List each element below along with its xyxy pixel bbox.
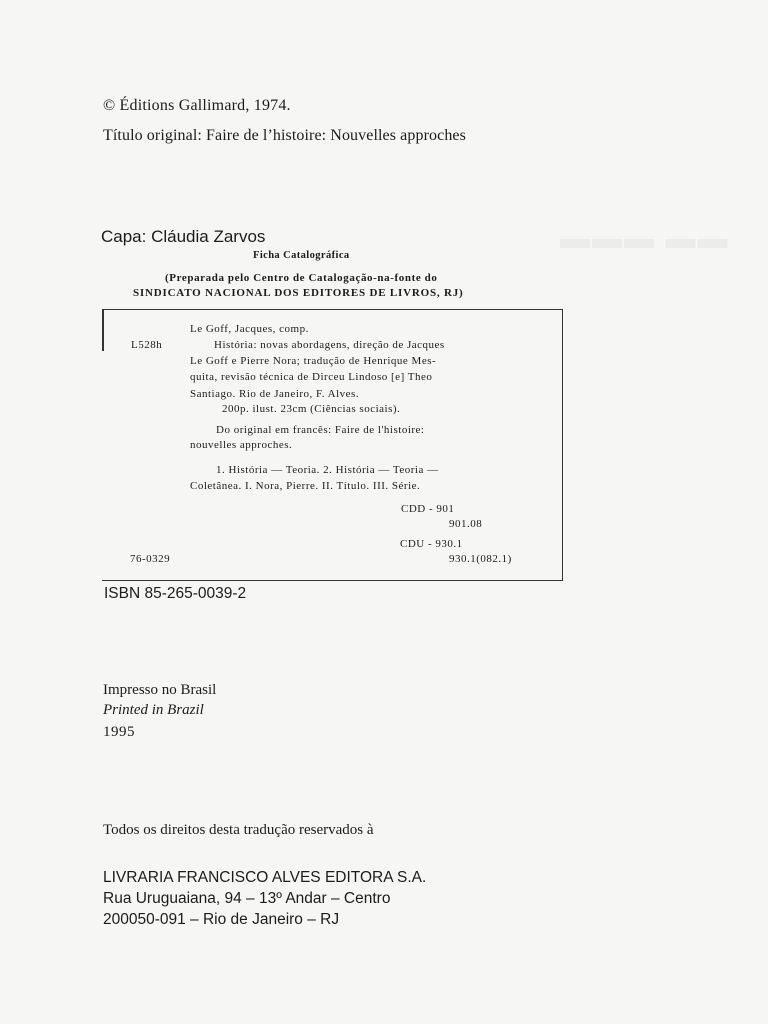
rights-notice: Todos os direitos desta tradução reservados à (103, 822, 374, 838)
catalog-entry-line: Le Goff, Jacques, comp. (190, 323, 309, 335)
catalog-cdd-code: CDD - 901 (401, 503, 455, 515)
publisher-address: Rua Uruguaiana, 94 – 13º Andar – Centro (103, 890, 391, 907)
catalog-cdu-code-secondary: 930.1(082.1) (449, 553, 512, 565)
show-through-decoration: ▬▬▬ ▬▬ (560, 222, 730, 255)
publisher-name: LIVRARIA FRANCISCO ALVES EDITORA S.A. (103, 869, 427, 886)
catalog-entry-line: 1. História — Teoria. 2. História — Teoria — (216, 464, 439, 476)
catalog-card-left-mark (102, 309, 104, 351)
catalog-entry-line: 200p. ilust. 23cm (Ciências sociais). (222, 403, 401, 415)
original-title: Título original: Faire de l’histoire: Nouvelles approches (103, 127, 466, 144)
printed-in-portuguese: Impresso no Brasil (103, 682, 217, 698)
catalog-cdu-code: CDU - 930.1 (400, 538, 463, 550)
catalog-call-number: L528h (131, 339, 163, 351)
catalog-entry-line: quita, revisão técnica de Dirceu Lindoso [e] Theo (190, 371, 433, 383)
catalog-control-number: 76-0329 (130, 553, 171, 565)
catalog-entry-line: História: novas abordagens, direção de Jacques (214, 339, 445, 351)
catalog-heading: Ficha Catalográfica (253, 250, 350, 261)
publisher-city: 200050-091 – Rio de Janeiro – RJ (103, 911, 340, 928)
printed-in-english: Printed in Brazil (103, 702, 204, 718)
cover-credit: Capa: Cláudia Zarvos (101, 227, 266, 246)
copyright-notice: © Éditions Gallimard, 1974. (103, 97, 291, 114)
catalog-prepared-by-line-1: (Preparada pelo Centro de Catalogação-na-fonte do (165, 272, 438, 284)
catalog-entry-line: nouvelles approches. (190, 439, 293, 451)
catalog-entry-line: Coletânea. I. Nora, Pierre. II. Título. III. Série. (190, 480, 421, 492)
catalog-entry-line: Le Goff e Pierre Nora; tradução de Henrique Mes- (190, 355, 437, 367)
catalog-cdd-code-secondary: 901.08 (449, 518, 483, 530)
isbn: ISBN 85-265-0039-2 (104, 585, 247, 602)
catalog-entry-line: Do original em francês: Faire de l'histoire: (216, 424, 425, 436)
catalog-entry-line: Santiago. Rio de Janeiro, F. Alves. (190, 388, 360, 400)
publication-year: 1995 (103, 724, 135, 740)
catalog-prepared-by-line-2: SINDICATO NACIONAL DOS EDITORES DE LIVROS, RJ) (133, 287, 464, 299)
